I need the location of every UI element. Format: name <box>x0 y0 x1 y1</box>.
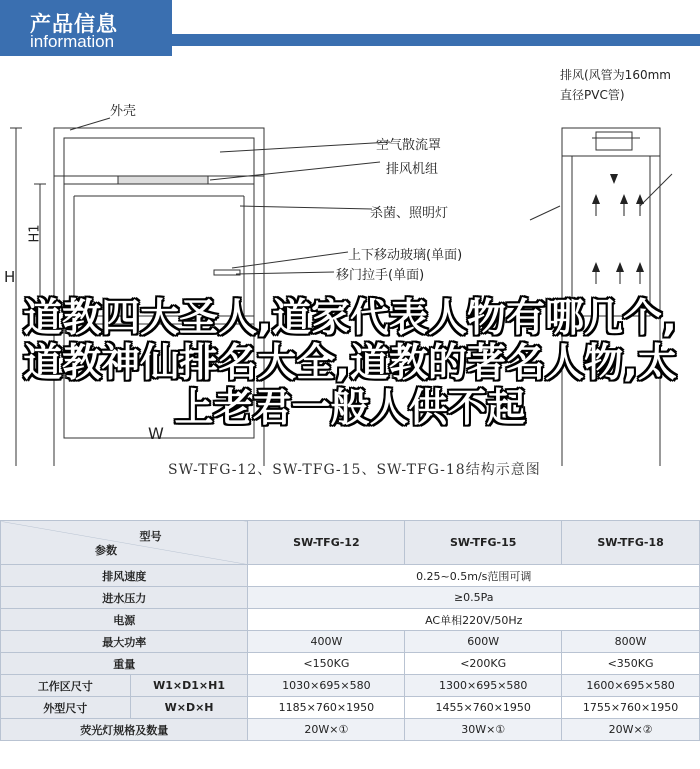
row-value: AC单相220V/50Hz <box>248 609 700 631</box>
row-value: 1030×695×580 <box>248 675 405 697</box>
table-row <box>1 675 700 697</box>
label-handle: 移门拉手(单面) <box>336 268 425 283</box>
table-row <box>1 631 700 653</box>
model-header: SW-TFG-18 <box>562 521 700 565</box>
row-label: 排风速度 <box>1 565 248 587</box>
header-banner <box>0 0 700 56</box>
row-label: 工作区尺寸 <box>1 675 131 697</box>
corner-param-label: 参数 <box>95 544 117 557</box>
label-exhaust-1: 排风(风管为160mm <box>560 68 671 82</box>
label-fan-group: 排风机组 <box>386 162 439 177</box>
row-value: 600W <box>405 631 562 653</box>
label-h: H <box>4 268 16 286</box>
row-value: 1600×695×580 <box>562 675 700 697</box>
banner-title-en: information <box>30 32 115 51</box>
label-lamp: 杀菌、照明灯 <box>370 206 449 221</box>
overlay-title: 道教四大圣人,道家代表人物有哪几个,道教神仙排名大全,道教的著名人物,太上老君一般人供不起 <box>23 296 677 431</box>
table-row <box>1 719 700 741</box>
row-label: 进水压力 <box>1 587 248 609</box>
spec-table <box>0 520 700 741</box>
label-h1: H1 <box>27 224 43 243</box>
label-glass-door: 上下移动玻璃(单面) <box>348 248 463 263</box>
model-header: SW-TFG-12 <box>248 521 405 565</box>
row-sublabel: W×D×H <box>130 697 248 719</box>
banner-title-zh: 产品信息 <box>30 12 118 36</box>
row-value: 20W×② <box>562 719 700 741</box>
banner-bar <box>172 34 700 46</box>
table-row <box>1 587 700 609</box>
table-row <box>1 609 700 631</box>
row-label: 外型尺寸 <box>1 697 131 719</box>
table-row <box>1 653 700 675</box>
row-value: 1185×760×1950 <box>248 697 405 719</box>
row-label: 最大功率 <box>1 631 248 653</box>
label-exhaust-2: 直径PVC管) <box>560 88 625 102</box>
model-header: SW-TFG-15 <box>405 521 562 565</box>
label-w: W <box>148 424 164 443</box>
row-value: 30W×① <box>405 719 562 741</box>
corner-model-label: 型号 <box>139 530 162 543</box>
row-value: 0.25~0.5m/s范围可调 <box>248 565 700 587</box>
row-value: 800W <box>562 631 700 653</box>
row-value: 1455×760×1950 <box>405 697 562 719</box>
table-row <box>1 565 700 587</box>
row-value: <350KG <box>562 653 700 675</box>
row-value: <200KG <box>405 653 562 675</box>
row-value: 1300×695×580 <box>405 675 562 697</box>
row-label: 电源 <box>1 609 248 631</box>
row-sublabel: W1×D1×H1 <box>130 675 248 697</box>
row-value: <150KG <box>248 653 405 675</box>
row-value: 1755×760×1950 <box>562 697 700 719</box>
row-label: 重量 <box>1 653 248 675</box>
label-shell: 外壳 <box>110 104 137 119</box>
drawing-caption: SW-TFG-12、SW-TFG-15、SW-TFG-18结构示意图 <box>168 462 541 478</box>
label-diffuser: 空气散流罩 <box>376 138 442 153</box>
table-row <box>1 697 700 719</box>
row-value: 400W <box>248 631 405 653</box>
row-value: 20W×① <box>248 719 405 741</box>
row-value: ≥0.5Pa <box>248 587 700 609</box>
row-label: 荧光灯规格及数量 <box>1 719 248 741</box>
spec-corner-cell <box>1 521 248 565</box>
